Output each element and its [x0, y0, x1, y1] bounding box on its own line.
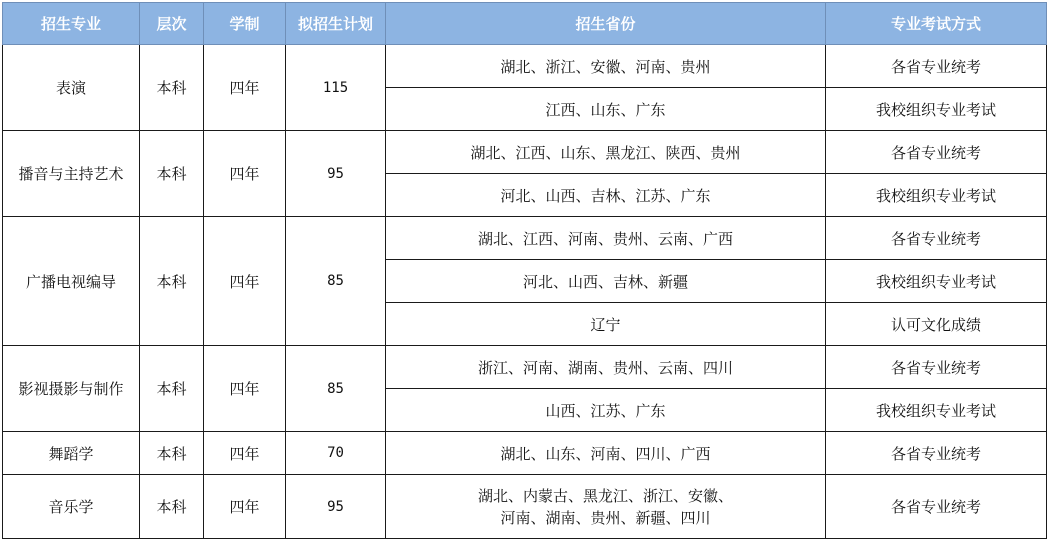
provinces-cell: 辽宁 [386, 303, 826, 346]
major-level: 本科 [140, 475, 204, 539]
major-name: 播音与主持艺术 [3, 131, 140, 217]
major-level: 本科 [140, 45, 204, 131]
provinces-cell: 浙江、河南、湖南、贵州、云南、四川 [386, 346, 826, 389]
exam-method-cell: 各省专业统考 [826, 346, 1047, 389]
provinces-cell: 湖北、浙江、安徽、河南、贵州 [386, 45, 826, 88]
major-level: 本科 [140, 131, 204, 217]
header-provinces: 招生省份 [386, 3, 826, 45]
header-years: 学制 [204, 3, 286, 45]
provinces-cell: 湖北、江西、河南、贵州、云南、广西 [386, 217, 826, 260]
header-exam-method: 专业考试方式 [826, 3, 1047, 45]
exam-method-cell: 我校组织专业考试 [826, 260, 1047, 303]
table-row [3, 475, 1047, 539]
enrollment-table [2, 2, 1047, 539]
exam-method-cell: 各省专业统考 [826, 432, 1047, 475]
provinces-line-1: 湖北、内蒙古、黑龙江、浙江、安徽、 [477, 486, 733, 505]
major-years: 四年 [204, 45, 286, 131]
table-row [3, 217, 1047, 260]
exam-method-cell: 各省专业统考 [826, 131, 1047, 174]
exam-method-cell: 各省专业统考 [826, 475, 1047, 539]
major-years: 四年 [204, 346, 286, 432]
major-name: 广播电视编导 [3, 217, 140, 346]
major-years: 四年 [204, 432, 286, 475]
table-row [3, 131, 1047, 174]
major-level: 本科 [140, 346, 204, 432]
major-name: 舞蹈学 [3, 432, 140, 475]
major-years: 四年 [204, 217, 286, 346]
exam-method-cell: 各省专业统考 [826, 45, 1047, 88]
major-name: 影视摄影与制作 [3, 346, 140, 432]
provinces-line-2: 河南、湖南、贵州、新疆、四川 [500, 508, 711, 527]
header-level: 层次 [140, 3, 204, 45]
exam-method-cell: 我校组织专业考试 [826, 389, 1047, 432]
table-row [3, 346, 1047, 389]
provinces-cell: 湖北、江西、山东、黑龙江、陕西、贵州 [386, 131, 826, 174]
major-level: 本科 [140, 432, 204, 475]
provinces-cell: 江西、山东、广东 [386, 88, 826, 131]
exam-method-cell: 认可文化成绩 [826, 303, 1047, 346]
exam-method-cell: 各省专业统考 [826, 217, 1047, 260]
exam-method-cell: 我校组织专业考试 [826, 174, 1047, 217]
major-years: 四年 [204, 475, 286, 539]
header-major: 招生专业 [3, 3, 140, 45]
provinces-cell: 山西、江苏、广东 [386, 389, 826, 432]
major-plan: 85 [286, 217, 386, 346]
major-plan: 95 [286, 475, 386, 539]
provinces-cell [386, 475, 826, 539]
header-plan: 拟招生计划 [286, 3, 386, 45]
provinces-cell: 湖北、山东、河南、四川、广西 [386, 432, 826, 475]
major-name: 音乐学 [3, 475, 140, 539]
major-plan: 115 [286, 45, 386, 131]
provinces-cell: 河北、山西、吉林、新疆 [386, 260, 826, 303]
table-row [3, 45, 1047, 88]
major-plan: 70 [286, 432, 386, 475]
provinces-cell: 河北、山西、吉林、江苏、广东 [386, 174, 826, 217]
major-level: 本科 [140, 217, 204, 346]
major-plan: 85 [286, 346, 386, 432]
exam-method-cell: 我校组织专业考试 [826, 88, 1047, 131]
header-row [3, 3, 1047, 45]
major-name: 表演 [3, 45, 140, 131]
major-years: 四年 [204, 131, 286, 217]
major-plan: 95 [286, 131, 386, 217]
table-row [3, 432, 1047, 475]
